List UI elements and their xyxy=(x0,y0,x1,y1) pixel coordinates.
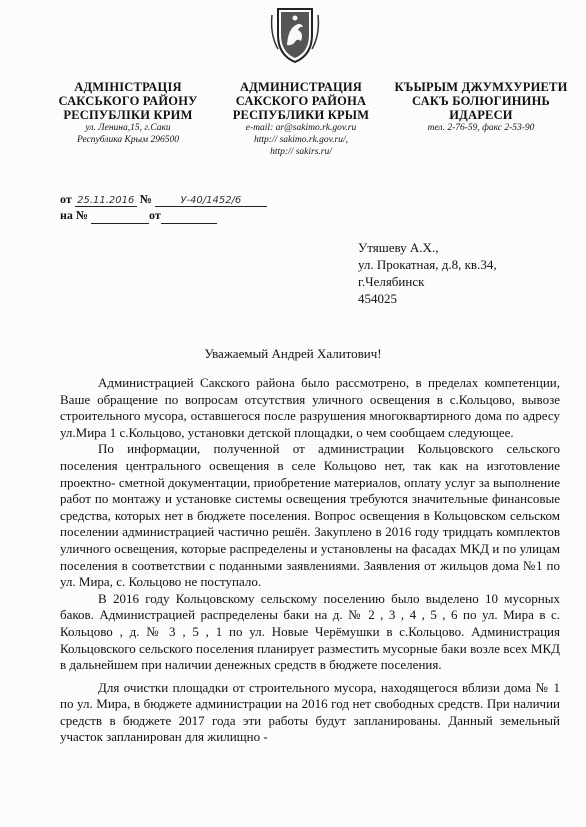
addressee-street: ул. Прокатная, д.8, кв.34, xyxy=(358,257,497,272)
header-right-title-2: САКЪ БОЛЮГИНИНЬ xyxy=(412,94,550,108)
header-center-block xyxy=(226,80,376,158)
registration-line-2 xyxy=(60,208,217,224)
header-right-block xyxy=(386,80,576,134)
addressee-city: г.Челябинск xyxy=(358,274,425,289)
header-left-region: Республика Крым 296500 xyxy=(77,135,179,145)
header-right-title-3: ИДАРЕСИ xyxy=(449,108,513,122)
header-center-title-3: РЕСПУБЛИКИ КРЫМ xyxy=(232,108,370,122)
outgoing-number: У-40/1452/6 xyxy=(155,195,267,207)
addressee-block xyxy=(358,239,497,307)
letter-body xyxy=(60,375,560,746)
header-left-title-1: АДМІНІСТРАЦІЯ xyxy=(74,80,182,94)
from-date: 25.11.2016 xyxy=(75,195,137,207)
header-left-address: ул. Ленина,15, г.Саки xyxy=(85,123,171,133)
header-center-title-2: САКСКОГО РАЙОНА xyxy=(235,94,367,108)
header-left-title-2: САКСЬКОГО РАЙОНУ xyxy=(58,94,198,108)
header-site-2[interactable]: http:// sakirs.ru/ xyxy=(270,147,332,157)
addressee-postcode: 454025 xyxy=(358,291,397,306)
header-phones: тел. 2-76-59, факс 2-53-90 xyxy=(427,123,535,133)
greeting: Уважаемый Андрей Халитович! xyxy=(204,346,382,361)
addressee-name: Утяшеву А.Х., xyxy=(358,240,439,255)
from-label: от xyxy=(60,192,72,206)
header-center-title-1: АДМИНИСТРАЦИЯ xyxy=(239,80,363,94)
crimea-coat-of-arms-icon xyxy=(270,5,320,65)
reference-from-label: от xyxy=(148,208,161,222)
paragraph-2: По информации, полученной от администрации Кольцовского сельского поселения центрального освещения в селе Кольцово нет, так как на изготовление проектно- сметной документации, приобретение материалов, оплату услуг за выполнение работ по монтажу и установке системы освещения требуются значительные финансовые средства, которых нет в бюджете поселения. Вопрос освещения в Кольцовском сельском поселении администрацией частично решён. Закуплено в 2016 году тридцать комплектов уличного освещения, которые распределены и установлены на фасадах МКД и по улицам поселения в соответствии с поданными заявлениями. Заявления от жильцов дома №1 по ул. Мира, с. Кольцово не поступало. xyxy=(60,441,560,590)
header-left-block xyxy=(48,80,208,146)
paragraph-1: Администрацией Сакского района было рассмотрено, в пределах компетенции, Ваше обращение по вопросам отсутствия уличного освещения в с.Кольцово, вывозе строительного мусора, оставшегося после разрушения многоквартирного дома по адресу ул.Мира 1 с.Кольцово, установки детской площадки, о чем сообщаем следующее. xyxy=(60,375,560,440)
paragraph-3: В 2016 году Кольцовскому сельскому поселению было выделено 10 мусорных баков. Администрацией распределены баки на д. № 2 , 3 , 4 , 5 , 6 по ул. Мира в с. Кольцово , д. № 3 , 5 , 1 по ул. Новые Черёмушки в с.Кольцово. Администрация Кольцовского сельского поселения планирует разместить мусорные баки возле всех МКД в дальнейшем при наличии денежных средств в бюджете поселения. xyxy=(60,590,560,673)
reference-label: на № xyxy=(60,208,88,222)
header-right-title-1: КЪЫРЫМ ДЖУМХУРИЕТИ xyxy=(394,80,568,94)
number-label: № xyxy=(139,192,152,206)
paragraph-4: Для очистки площадки от строительного мусора, находящегося вблизи дома № 1 по ул. Мира, в бюджете администрации на 2016 год нет свободных средств. При наличии средств в бюджете 2017 года эти работы будут запланированы. Данный земельный участок запланирован для жилищно - xyxy=(60,679,560,745)
header-email[interactable]: e-mail: ar@sakimo.rk.gov.ru xyxy=(245,123,357,133)
header-left-title-3: РЕСПУБЛІКИ КРИМ xyxy=(63,108,193,122)
registration-line-1 xyxy=(60,192,267,207)
header-site-1[interactable]: http:// sakimo.rk.gov.ru/, xyxy=(253,135,349,145)
